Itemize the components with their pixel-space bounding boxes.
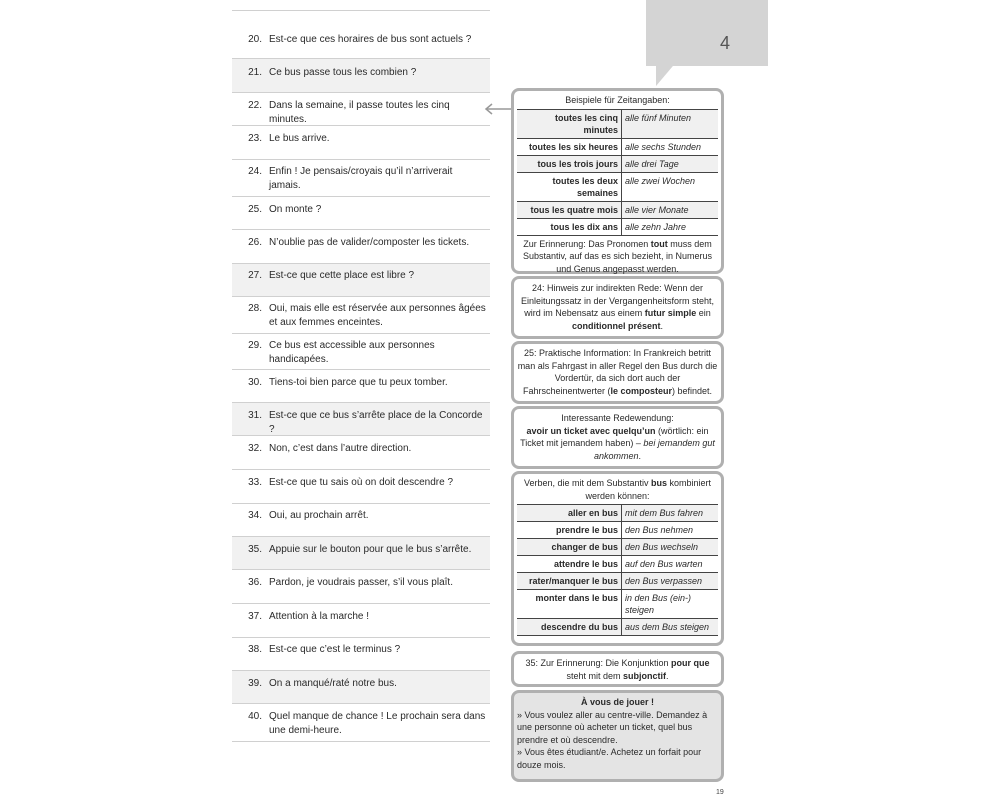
- exercise-item: » Vous voulez aller au centre-ville. Demandez à une personne où acheter un ticket, quel bus prendre et où descendre.: [517, 709, 708, 745]
- exercise-box: [511, 690, 724, 782]
- table-row: descendre du bus aus dem Bus steigen: [517, 619, 718, 636]
- box-title: Verben, die mit dem Substantiv bus kombiniert werden können:: [523, 478, 712, 501]
- table-row: tous les trois jours alle drei Tage: [517, 155, 718, 172]
- list-item: 34. Oui, au prochain arrêt.: [232, 504, 490, 537]
- table-row: toutes les cinq minutes alle fünf Minuten: [517, 109, 718, 138]
- table-row: monter dans le bus in den Bus (ein-) steigen: [517, 590, 718, 619]
- page-number: 19: [716, 789, 724, 796]
- hint-24-box: 24: Hinweis zur indirekten Rede: Wenn der Einleitungssatz in der Vergangenheitsform steht, wird im Nebensatz aus einem futur simple ein conditionnel présent.: [511, 276, 724, 339]
- table-row: aller en bus mit dem Bus fahren: [517, 505, 718, 522]
- list-item: 35. Appuie sur le bouton pour que le bus s’arrête.: [232, 537, 490, 570]
- table-row: prendre le bus den Bus nehmen: [517, 522, 718, 539]
- list-item: 20. Est-ce que ces horaires de bus sont actuels ?: [232, 10, 490, 59]
- table-row: changer de bus den Bus wechseln: [517, 539, 718, 556]
- arrow-left-icon: [484, 103, 512, 115]
- list-item: 38. Est-ce que c’est le terminus ?: [232, 638, 490, 671]
- time-expressions-table: [517, 109, 718, 236]
- reminder-note: Zur Erinnerung: Das Pronomen tout muss dem Substantiv, auf das es sich bezieht, in Numerus und Genus angepasst werden.: [523, 238, 712, 274]
- list-item: 21. Ce bus passe tous les combien ?: [232, 59, 490, 93]
- bus-verbs-box: [511, 471, 724, 646]
- table-row: rater/manquer le bus den Bus verpassen: [517, 573, 718, 590]
- idiom-box: Interessante Redewendung: avoir un ticket avec quelqu’un (wörtlich: ein Ticket mit jemandem haben) – bei jemandem gut ankommen.: [511, 406, 724, 469]
- chapter-number: 4: [720, 33, 731, 53]
- table-row: toutes les deux semaines alle zwei Wochen: [517, 172, 718, 201]
- list-item: 37. Attention à la marche !: [232, 604, 490, 638]
- list-item: 29. Ce bus est accessible aux personnes handicapées.: [232, 334, 490, 370]
- list-item: 25. On monte ?: [232, 197, 490, 230]
- table-row: attendre le bus auf den Bus warten: [517, 556, 718, 573]
- sentence-list: [232, 10, 490, 742]
- list-item: 23. Le bus arrive.: [232, 126, 490, 160]
- chapter-tab: [646, 0, 768, 66]
- bus-verbs-table: [517, 504, 718, 636]
- exercise-item: » Vous êtes étudiant/e. Achetez un forfait pour douze mois.: [517, 747, 702, 770]
- list-item: 32. Non, c’est dans l’autre direction.: [232, 436, 490, 470]
- chapter-tab-pointer: [656, 60, 678, 86]
- hint-25-box: 25: Praktische Information: In Frankreich betritt man als Fahrgast in aller Regel den Bus durch die Vordertür, da sich dort auch der Fahrscheinentwerter (le composteur) befindet.: [511, 341, 724, 404]
- list-item: 30. Tiens-toi bien parce que tu peux tomber.: [232, 370, 490, 403]
- list-item: 33. Est-ce que tu sais où on doit descendre ?: [232, 470, 490, 504]
- table-row: tous les quatre mois alle vier Monate: [517, 201, 718, 218]
- list-item: 28. Oui, mais elle est réservée aux personnes âgées et aux femmes enceintes.: [232, 297, 490, 334]
- list-item: 36. Pardon, je voudrais passer, s’il vous plaît.: [232, 570, 490, 604]
- time-expressions-box: [511, 88, 724, 274]
- list-item: 22. Dans la semaine, il passe toutes les cinq minutes.: [232, 93, 490, 126]
- table-row: tous les dix ans alle zehn Jahre: [517, 218, 718, 235]
- exercise-title: À vous de jouer !: [580, 697, 654, 707]
- list-item: 24. Enfin ! Je pensais/croyais qu’il n’arriverait jamais.: [232, 160, 490, 197]
- list-item: 40. Quel manque de chance ! Le prochain sera dans une demi-heure.: [232, 704, 490, 742]
- list-item: 26. N’oublie pas de valider/composter les tickets.: [232, 230, 490, 264]
- hint-35-box: 35: Zur Erinnerung: Die Konjunktion pour que steht mit dem subjonctif.: [511, 651, 724, 687]
- box-title: Beispiele für Zeitangaben:: [565, 95, 670, 105]
- table-row: toutes les six heures alle sechs Stunden: [517, 138, 718, 155]
- box-title: Interessante Redewendung:: [561, 413, 674, 423]
- list-item: 31. Est-ce que ce bus s’arrête place de la Concorde ?: [232, 403, 490, 436]
- list-item: 27. Est-ce que cette place est libre ?: [232, 264, 490, 297]
- list-item: 39. On a manqué/raté notre bus.: [232, 671, 490, 704]
